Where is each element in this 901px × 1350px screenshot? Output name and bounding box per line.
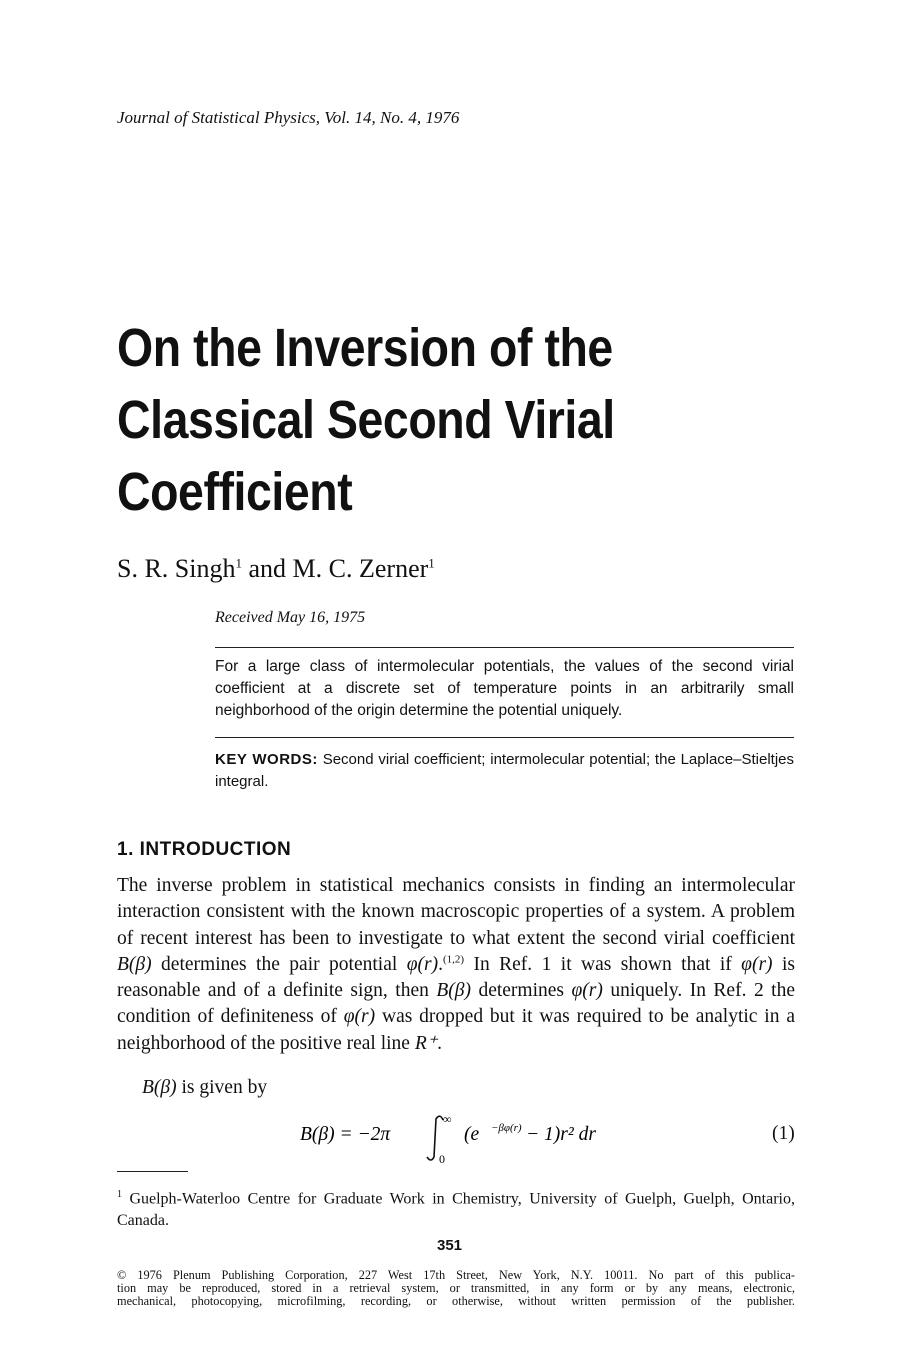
text-run: uniquely. In Ref. 2 the condition of definiteness of (117, 980, 795, 1028)
title-line: Coefficient (117, 462, 353, 522)
math-phi-r: φ(r) (343, 1006, 376, 1028)
abstract: For a large class of intermolecular potentials, the values of the second virial coefficient at a discrete set of temperature points in an arbitrarily small neighborhood of the origin determine the potential uniquely. (215, 658, 794, 719)
introduction-paragraph (117, 873, 795, 1057)
text-run: is given by (176, 1077, 268, 1098)
text-run: . (438, 953, 443, 975)
equation-integrand: (e (464, 1124, 480, 1145)
footnote-mark: 1 (117, 1189, 122, 1200)
abstract-bottom-rule (215, 737, 794, 738)
integral-lower-limit: 0 (439, 1152, 445, 1165)
footnote-rule (117, 1171, 188, 1172)
article-title (117, 312, 667, 528)
affiliation-mark: 1 (428, 555, 435, 571)
text-run: determines (470, 980, 572, 1002)
copyright-line: © 1976 Plenum Publishing Corporation, 227 West 17th Street, New York, N.Y. 10011. No part of this publica- (117, 1268, 795, 1282)
citation: (1,2) (442, 953, 465, 966)
copyright-notice (117, 1269, 795, 1308)
title-line: Classical Second Virial (117, 390, 615, 450)
math-B-beta: B(β) (142, 1077, 177, 1098)
author-name: S. R. Singh (117, 554, 236, 583)
equation-lead-in (142, 1077, 267, 1099)
text-run: . (437, 1032, 442, 1054)
math-phi-r: φ(r) (571, 980, 603, 1002)
text-run: is reasonable and of a definite sign, then (117, 953, 795, 1002)
footnote (117, 1184, 795, 1232)
equation-rest: − 1)r² dr (526, 1124, 596, 1145)
math-B-beta: B(β) (117, 953, 152, 975)
author-name: M. C. Zerner (292, 554, 429, 583)
abstract-top-rule (215, 647, 794, 648)
author-conjunction: and (242, 554, 293, 583)
received-date: Received May 16, 1975 (215, 609, 366, 626)
math-phi-r: φ(r) (741, 953, 773, 975)
text-run: was dropped but it was required to be analytic in a neighborhood of the positive real line (117, 1006, 795, 1054)
equation-1 (300, 1113, 630, 1165)
keywords-label: KEY WORDS: (215, 751, 318, 768)
integral-upper-limit: ∞ (443, 1113, 452, 1126)
equation-number: (1) (772, 1123, 795, 1144)
math-phi-r: φ(r) (406, 953, 439, 975)
math-B-beta: B(β) (436, 980, 471, 1002)
affiliation-mark: 1 (235, 555, 242, 571)
math-R-plus: R⁺ (414, 1032, 438, 1054)
page-number: 351 (437, 1237, 463, 1254)
keywords (215, 749, 794, 793)
footnote-text: Guelph-Waterloo Centre for Graduate Work in Chemistry, University of Guelph, Guelph, Ontario, Canada. (117, 1190, 795, 1230)
equation-lhs: B(β) = −2π (300, 1124, 391, 1145)
keywords-text: Second virial coefficient; intermolecular potential; the Laplace–Stieltjes integral. (215, 751, 794, 790)
section-heading: 1. INTRODUCTION (117, 839, 292, 860)
copyright-line: mechanical, photocopying, microfilming, recording, or otherwise, without written permission of the publisher. (117, 1294, 795, 1308)
title-line: On the Inversion of the (117, 318, 613, 378)
author-line (117, 554, 435, 584)
journal-header: Journal of Statistical Physics, Vol. 14, No. 4, 1976 (117, 108, 460, 127)
copyright-line: tion may be reproduced, stored in a retrieval system, or transmitted, in any form or by any means, electronic, (117, 1281, 795, 1295)
text-run: determines the pair potential (151, 953, 407, 975)
text-run: The inverse problem in statistical mechanics consists in finding an intermolecular interaction consistent with the known macroscopic properties of a system. A problem of recent interest has been to investigate to what extent the second virial coefficient (117, 875, 795, 949)
equation-exponent: −βφ(r) (491, 1122, 522, 1134)
text-run: In Ref. 1 it was shown that if (464, 953, 742, 975)
